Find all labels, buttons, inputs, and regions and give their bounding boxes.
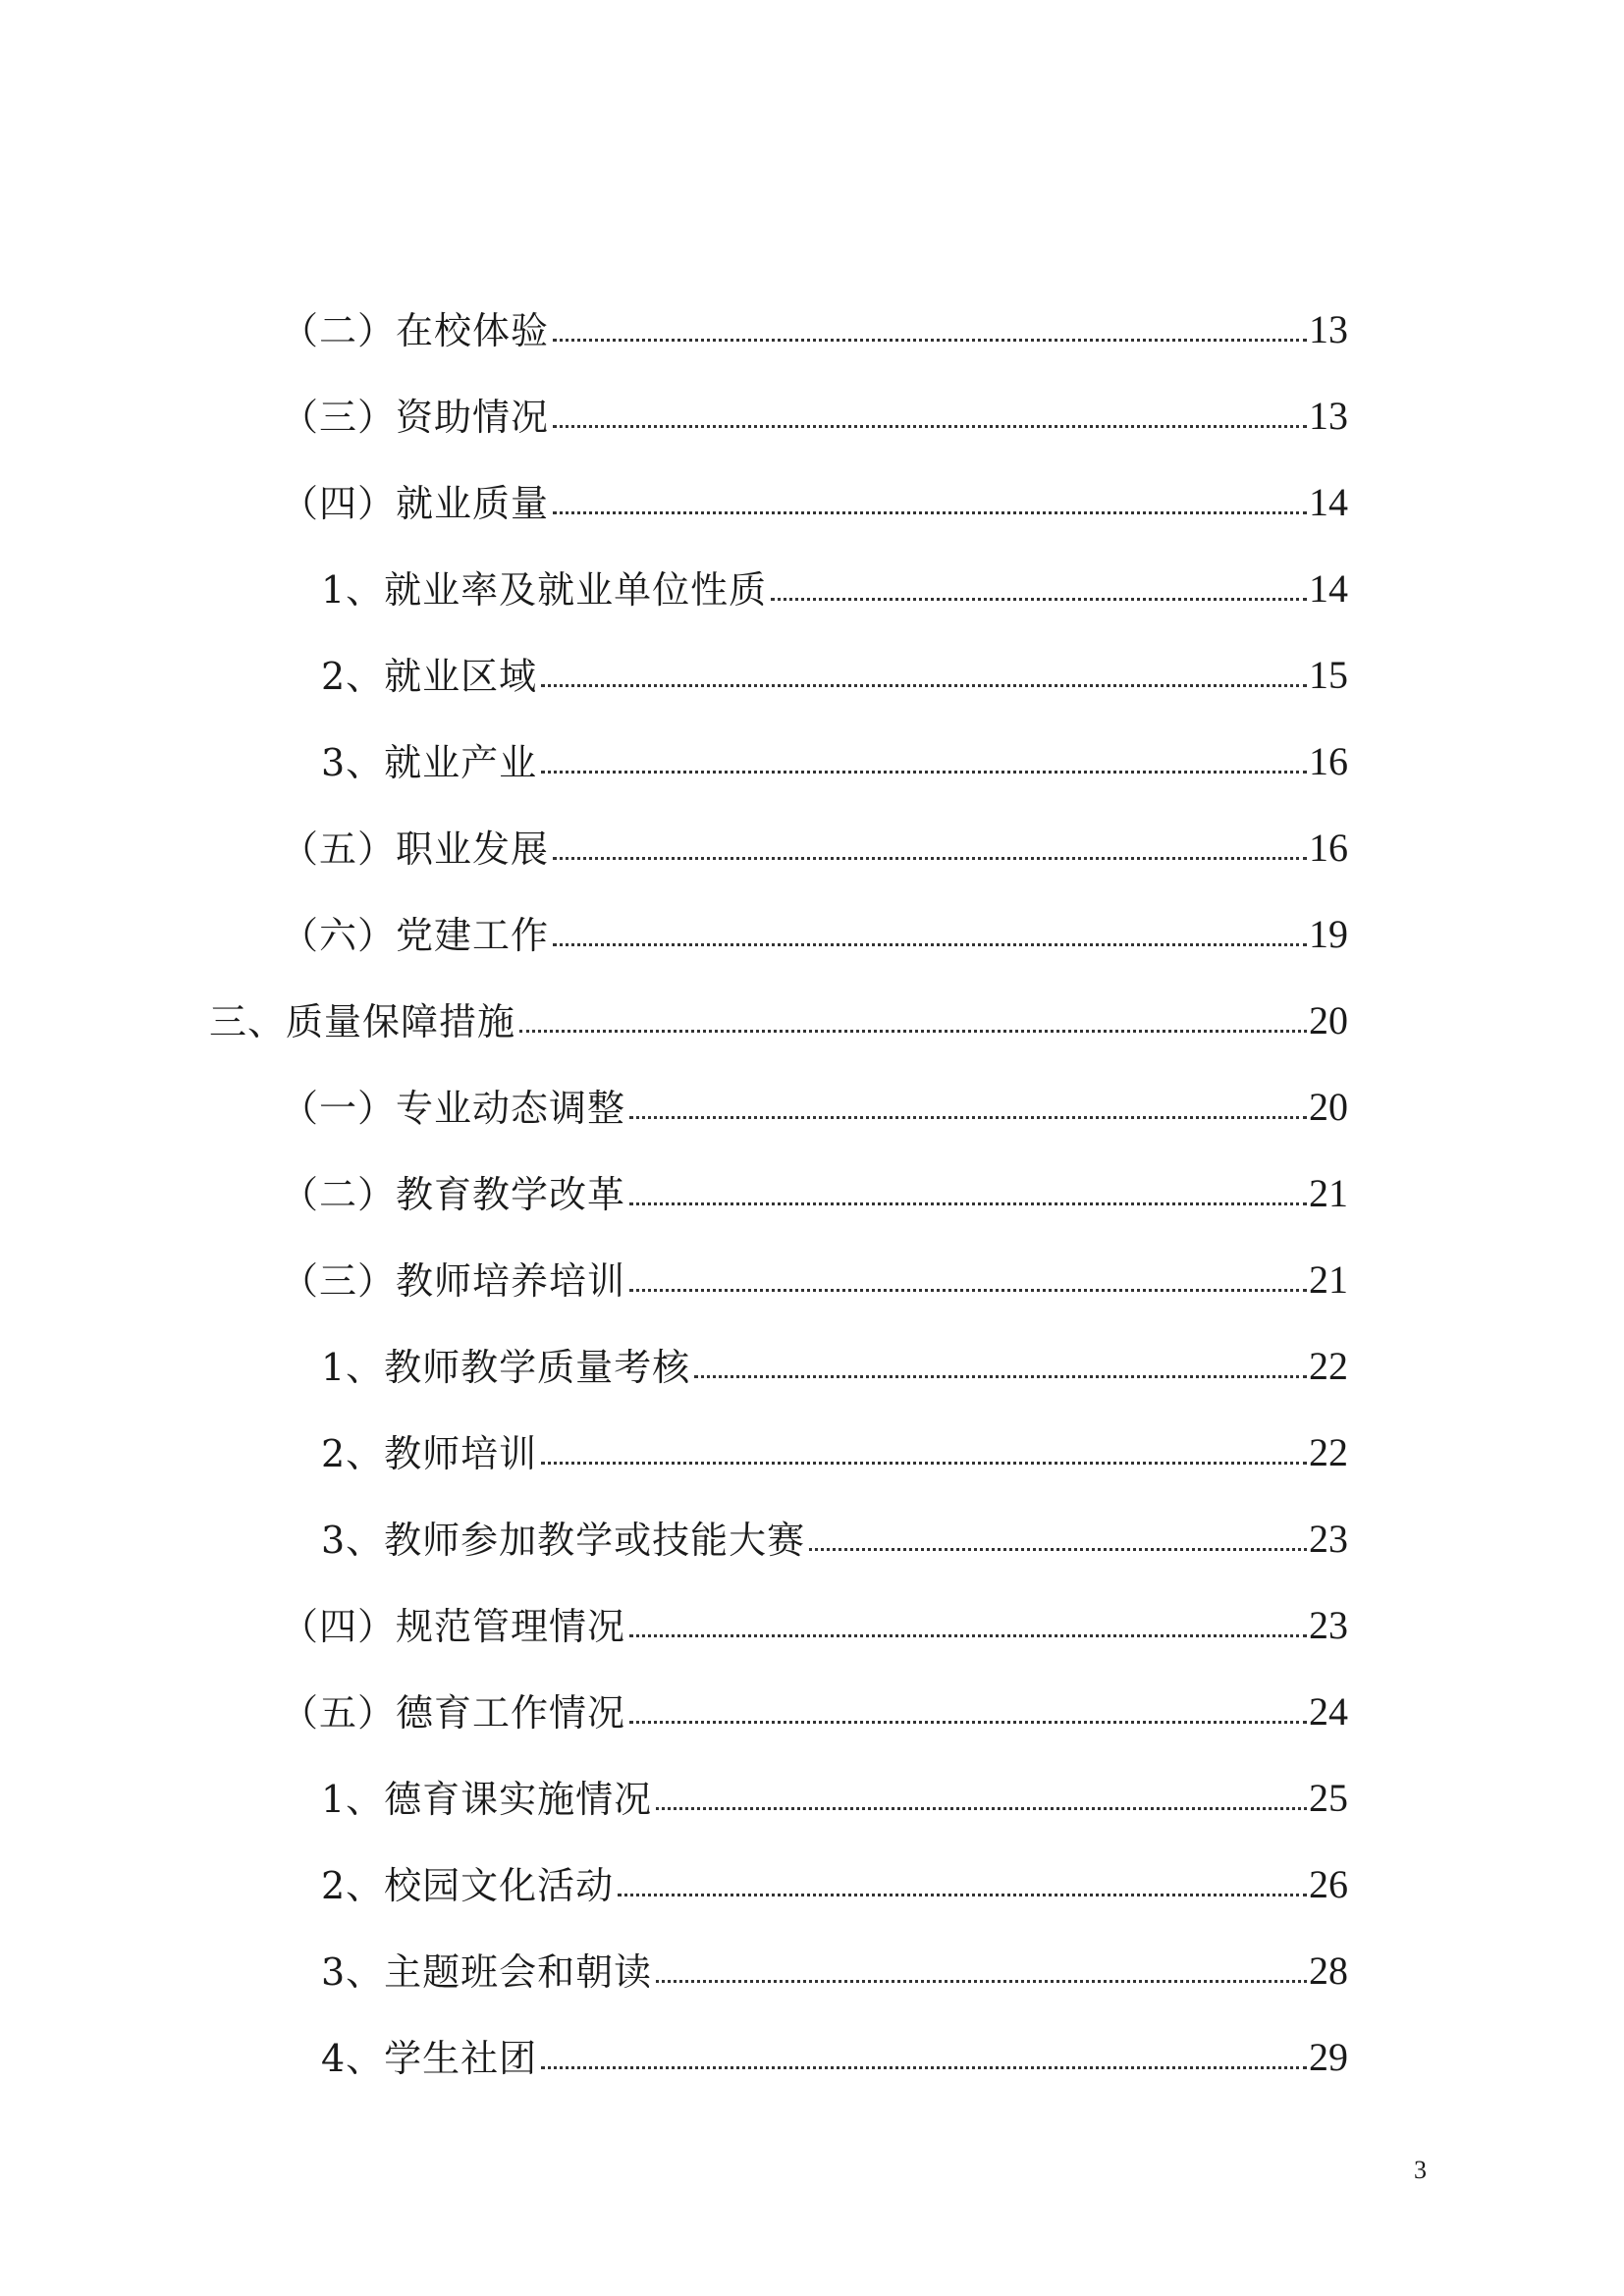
dot-leader — [553, 425, 1307, 428]
toc-entry-label: （二）教育教学改革 — [281, 1173, 626, 1216]
toc-entry-label: 三、质量保障措施 — [209, 1000, 516, 1043]
toc-entry-page: 14 — [1309, 566, 1348, 611]
toc-entry[interactable] — [321, 1331, 1348, 1390]
toc-entry-label: （三）教师培养培训 — [281, 1259, 626, 1303]
toc-entry[interactable] — [281, 813, 1348, 872]
toc-entry-label: 4、学生社团 — [321, 2037, 538, 2080]
dot-leader — [694, 1375, 1307, 1378]
toc-entry[interactable] — [281, 1245, 1348, 1304]
dot-leader — [629, 1202, 1307, 1205]
toc-entry-page: 16 — [1309, 739, 1348, 783]
toc-entry-label: （四）规范管理情况 — [281, 1605, 626, 1648]
dot-leader — [618, 1894, 1307, 1896]
toc-entry-label: 2、校园文化活动 — [321, 1864, 615, 1907]
dot-leader — [553, 943, 1307, 946]
toc-entry-label: （五）德育工作情况 — [281, 1691, 626, 1735]
toc-entry-label: （六）党建工作 — [281, 914, 550, 957]
dot-leader — [629, 1289, 1307, 1292]
toc-entry-label: （四）就业质量 — [281, 482, 550, 525]
toc-entry-page: 25 — [1309, 1776, 1348, 1820]
toc-entry[interactable] — [321, 640, 1348, 699]
dot-leader — [541, 684, 1307, 687]
toc-entry-page: 24 — [1309, 1689, 1348, 1734]
toc-entry[interactable] — [321, 1936, 1348, 1995]
dot-leader — [553, 511, 1307, 514]
toc-entry-label: （一）专业动态调整 — [281, 1087, 626, 1130]
dot-leader — [629, 1634, 1307, 1637]
toc-entry-label: 2、教师培训 — [321, 1432, 538, 1475]
toc-entry[interactable] — [321, 1504, 1348, 1563]
toc-entry[interactable] — [321, 1849, 1348, 1908]
toc-entry-label: 1、德育课实施情况 — [321, 1778, 653, 1821]
toc-entry-page: 15 — [1309, 653, 1348, 697]
toc-entry-page: 22 — [1309, 1430, 1348, 1474]
dot-leader — [541, 2066, 1307, 2069]
dot-leader — [809, 1548, 1307, 1551]
toc-entry-label: 3、主题班会和朝读 — [321, 1950, 653, 1994]
toc-entry[interactable] — [281, 1072, 1348, 1131]
toc-entry-page: 26 — [1309, 1862, 1348, 1906]
toc-entry-label: （三）资助情况 — [281, 396, 550, 439]
toc-entry-label: 2、就业区域 — [321, 655, 538, 698]
toc-entry-label: 1、教师教学质量考核 — [321, 1346, 691, 1389]
toc-entry-page: 16 — [1309, 826, 1348, 870]
toc-entry[interactable] — [281, 294, 1348, 353]
toc-entry[interactable] — [321, 2022, 1348, 2081]
toc-entry-page: 13 — [1309, 307, 1348, 351]
toc-entry[interactable] — [209, 986, 1348, 1044]
toc-entry-page: 22 — [1309, 1344, 1348, 1388]
toc-entry-page: 21 — [1309, 1257, 1348, 1302]
toc-entry[interactable] — [281, 1677, 1348, 1735]
toc-entry-label: 1、就业率及就业单位性质 — [321, 568, 768, 612]
toc-entry-page: 29 — [1309, 2035, 1348, 2079]
toc-entry[interactable] — [281, 467, 1348, 526]
toc-entry[interactable] — [321, 726, 1348, 785]
toc-entry-page: 20 — [1309, 1085, 1348, 1129]
toc-entry-page: 23 — [1309, 1603, 1348, 1647]
toc-entry[interactable] — [281, 1158, 1348, 1217]
toc-entry-label: （五）职业发展 — [281, 828, 550, 871]
toc-entry-page: 28 — [1309, 1949, 1348, 1993]
toc-entry-page: 13 — [1309, 394, 1348, 438]
dot-leader — [656, 1807, 1307, 1810]
toc-entry-label: （二）在校体验 — [281, 309, 550, 352]
toc-entry[interactable] — [281, 1590, 1348, 1649]
toc-entry-label: 3、就业产业 — [321, 741, 538, 784]
dot-leader — [771, 598, 1307, 601]
toc-entry-page: 21 — [1309, 1171, 1348, 1215]
toc-entry[interactable] — [281, 381, 1348, 440]
dot-leader — [553, 857, 1307, 860]
toc-entry-page: 14 — [1309, 480, 1348, 524]
dot-leader — [553, 339, 1307, 342]
toc-entry-page: 23 — [1309, 1517, 1348, 1561]
dot-leader — [629, 1721, 1307, 1724]
toc-entry[interactable] — [321, 1763, 1348, 1822]
toc-entry-page: 19 — [1309, 912, 1348, 956]
dot-leader — [629, 1116, 1307, 1119]
dot-leader — [656, 1980, 1307, 1983]
dot-leader — [519, 1030, 1307, 1033]
dot-leader — [541, 771, 1307, 774]
toc-entry[interactable] — [321, 1417, 1348, 1476]
toc-entry-label: 3、教师参加教学或技能大赛 — [321, 1519, 806, 1562]
page-number: 3 — [1414, 2156, 1427, 2184]
toc-entry-page: 20 — [1309, 998, 1348, 1042]
dot-leader — [541, 1462, 1307, 1465]
toc-entry[interactable] — [321, 554, 1348, 613]
toc-entry[interactable] — [281, 899, 1348, 958]
